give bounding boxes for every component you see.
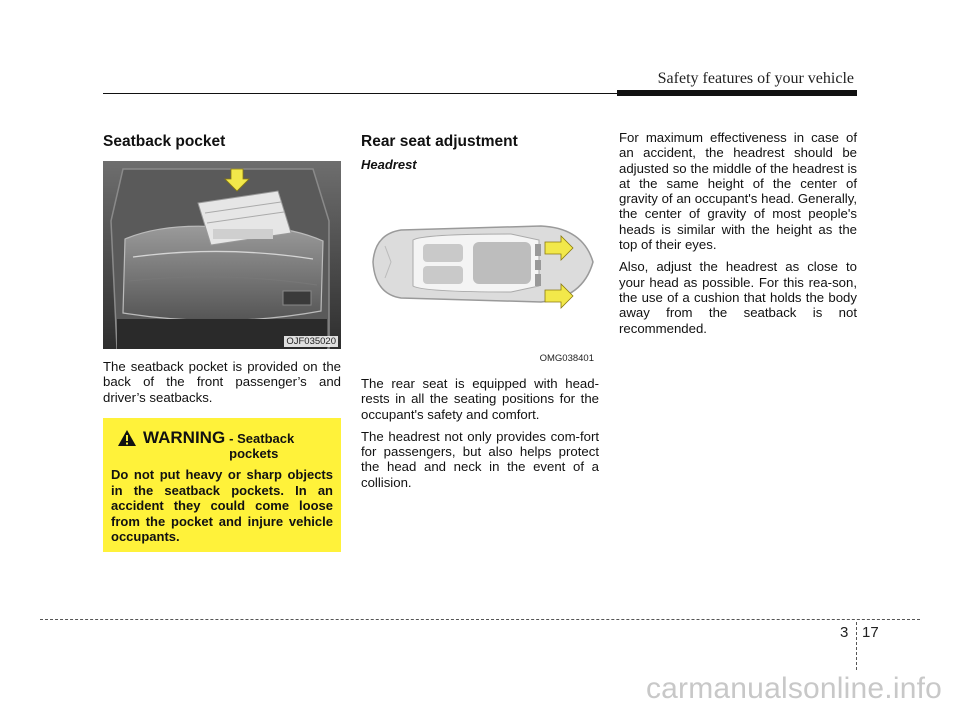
figure-caption: OMG038401 (539, 353, 594, 364)
subheading-headrest: Headrest (361, 157, 417, 172)
header-rule (103, 93, 620, 94)
headrest-figure (361, 178, 599, 366)
rear-seat-paragraph-2: The headrest not only provides com-fort for passengers, but also helps protect the head and neck in the event of a collision. (361, 428, 599, 490)
watermark: carmanualsonline.info (645, 672, 942, 705)
header-rule-bar (617, 90, 857, 96)
warning-box (103, 418, 341, 552)
footer-rule (40, 619, 920, 620)
chapter-number: 3 (840, 624, 849, 641)
warning-header (111, 428, 333, 461)
section-heading-rear-seat-adjustment: Rear seat adjustment (361, 133, 518, 150)
figure-caption: OJF035020 (286, 336, 336, 347)
seatback-pocket-illustration (103, 161, 341, 349)
warning-label: WARNING (143, 428, 226, 447)
left-column (103, 130, 341, 412)
warning-triangle-icon (117, 429, 137, 447)
warning-text: Do not put heavy or sharp objects in the seatback pockets. In an accident they could come loose from the pocket and injure vehicle occupants. (111, 467, 333, 545)
seatback-pocket-figure (103, 161, 341, 349)
right-column (619, 130, 857, 343)
car-top-view-illustration (361, 178, 599, 366)
section-heading-seatback-pocket: Seatback pocket (103, 133, 226, 150)
headrest-paragraph-2: Also, adjust the headrest as close to your head as possible. For this rea-son, the use of a cushion that holds the body away from the seatback is not recommended. (619, 259, 857, 336)
seatback-pocket-description: The seatback pocket is provided on the back of the front passenger’s and driver’s seatbacks. (103, 359, 341, 405)
page-number-divider (856, 622, 857, 670)
headrest-paragraph-1: For maximum effectiveness in case of an accident, the headrest should be adjusted so the middle of the headrest is at the same height of the center of gravity of an occupant's head. Generally, the center of gravity of most people's heads is similar with the height as the top of their eyes. (619, 130, 857, 253)
page-number: 17 (862, 624, 879, 641)
middle-column (361, 130, 599, 497)
header-title: Safety features of your vehicle (657, 70, 854, 87)
rear-seat-paragraph-1: The rear seat is equipped with head-rests in all the seating positions for the occupant's safety and comfort. (361, 376, 599, 422)
warning-topic: - Seatback pockets (229, 431, 295, 461)
